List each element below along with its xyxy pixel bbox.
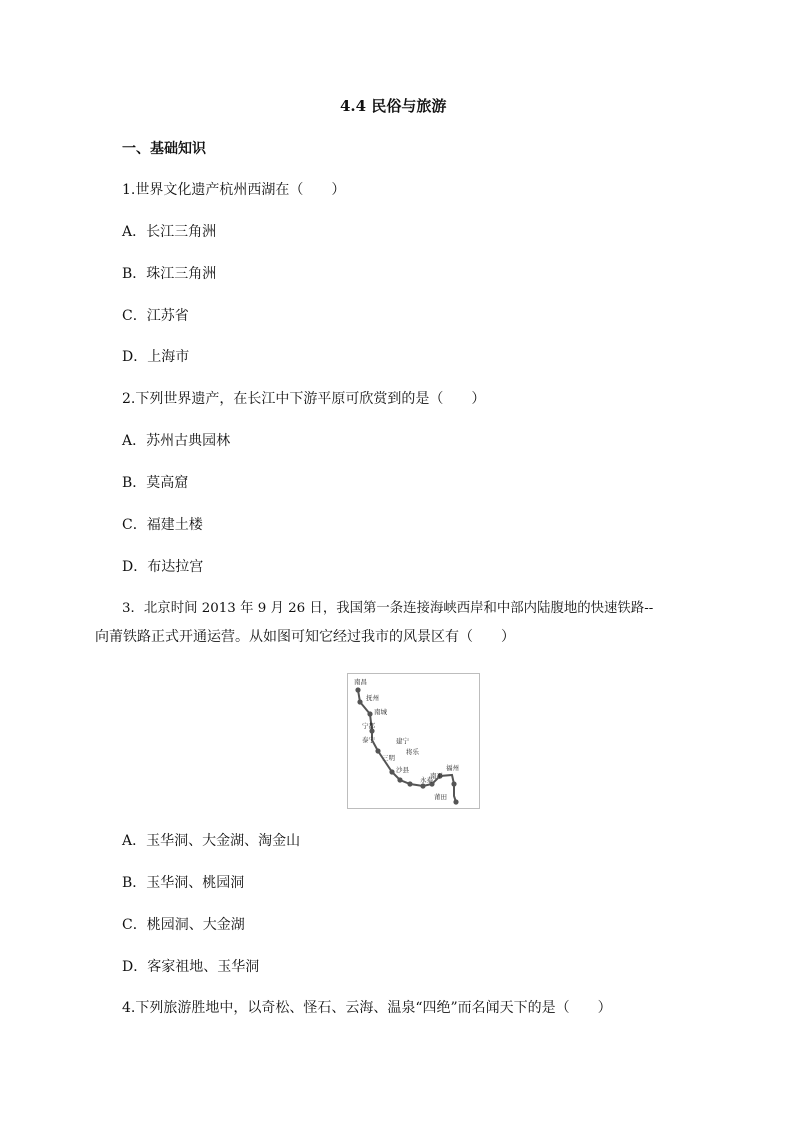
- station-dot: [357, 699, 362, 704]
- map-label: 南昌: [354, 678, 367, 686]
- page-title: 4.4 民俗与旅游: [340, 97, 447, 115]
- map-label: 将乐: [406, 748, 419, 756]
- question-3-option-c: C．桃园洞、大金湖: [122, 917, 245, 933]
- station-dot: [367, 711, 372, 716]
- question-2-option-c: C．福建土楼: [122, 517, 203, 533]
- map-label: 永泰: [420, 776, 433, 784]
- railway-map: [347, 673, 480, 809]
- map-label: 南城: [374, 708, 387, 716]
- question-3-stem-line-2: 向莆铁路正式开通运营。从如图可知它经过我市的风景区有（ ）: [95, 629, 515, 645]
- map-label: 莆田: [434, 793, 447, 801]
- question-1-option-d: D．上海市: [122, 349, 190, 365]
- question-1-option-a: A．长江三角洲: [122, 224, 217, 240]
- map-label: 宁都: [362, 722, 375, 730]
- station-dot: [355, 687, 360, 692]
- station-dot: [407, 781, 412, 786]
- question-2-option-d: D．布达拉宫: [122, 559, 204, 575]
- question-3-stem-line-1: 3．北京时间 2013 年 9 月 26 日，我国第一条连接海峡西岸和中部内陆腹地的快速铁路--: [122, 601, 654, 616]
- map-label: 三明: [382, 754, 395, 762]
- station-dot: [389, 769, 394, 774]
- station-dot: [420, 783, 425, 788]
- question-2-stem: 2.下列世界遗产，在长江中下游平原可欣赏到的是（ ）: [122, 391, 486, 407]
- railway-map-svg: [348, 674, 479, 808]
- map-label: 沙县: [396, 766, 409, 774]
- station-dot: [451, 781, 456, 786]
- railway-line: [358, 690, 456, 802]
- question-3-option-b: B．玉华洞、桃园洞: [122, 875, 245, 891]
- question-2-option-b: B．莫高窟: [122, 475, 189, 491]
- question-3-option-a: A．玉华洞、大金湖、淘金山: [122, 833, 301, 849]
- question-1-stem: 1.世界文化遗产杭州西湖在（ ）: [122, 182, 346, 198]
- map-label: 抚州: [366, 694, 379, 702]
- station-dot: [375, 748, 380, 753]
- map-label: 泰宁: [362, 736, 375, 744]
- map-label: 建宁: [396, 737, 409, 745]
- map-label: 福州: [446, 764, 459, 772]
- question-2-option-a: A．苏州古典园林: [122, 433, 231, 449]
- station-dot: [453, 799, 458, 804]
- section-heading: 一、基础知识: [122, 141, 206, 157]
- question-4-stem: 4.下列旅游胜地中，以奇松、怪石、云海、温泉“四绝”而名闻天下的是（ ）: [122, 1000, 612, 1016]
- question-3-option-d: D．客家祖地、玉华洞: [122, 959, 260, 975]
- station-dot: [397, 777, 402, 782]
- question-1-option-b: B．珠江三角洲: [122, 266, 217, 282]
- question-1-option-c: C．江苏省: [122, 308, 189, 324]
- map-label: 南平: [430, 772, 443, 780]
